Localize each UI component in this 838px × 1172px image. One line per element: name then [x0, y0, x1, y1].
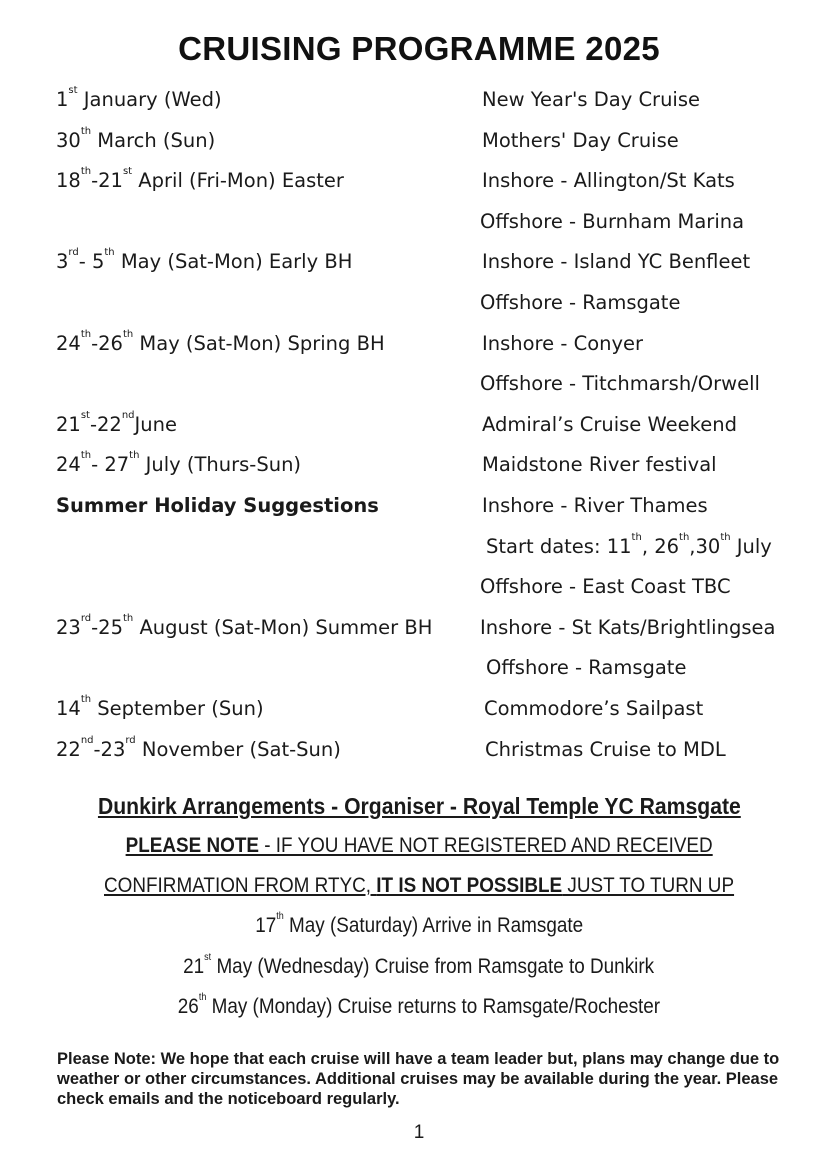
cruise-schedule — [56, 80, 826, 770]
event-name: Offshore - Ramsgate — [486, 656, 687, 680]
dunkirk-item: 17th May (Saturday) Arrive in Ramsgate — [255, 911, 583, 937]
schedule-row — [56, 527, 826, 568]
event-date: 18th-21st April (Fri-Mon) Easter — [56, 166, 344, 193]
event-name: Offshore - Burnham Marina — [480, 209, 745, 233]
event-date: 23rd-25th August (Sat-Mon) Summer BH — [56, 612, 433, 639]
page-number: 1 — [413, 1122, 425, 1143]
schedule-row — [56, 648, 826, 689]
schedule-row — [56, 405, 826, 446]
event-date: 21st-22ndJune — [56, 409, 177, 436]
event-name: Maidstone River festival — [482, 453, 717, 477]
event-name: Offshore - East Coast TBC — [480, 575, 731, 599]
registration-notice: PLEASE NOTE - IF YOU HAVE NOT REGISTERED AND RECEIVED — [125, 834, 713, 857]
dunkirk-item: 26th May (Monday) Cruise returns to Ramsgate/Rochester — [177, 992, 661, 1018]
event-name: Inshore - River Thames — [482, 493, 708, 517]
event-start-dates: Start dates: 11th, 26th,30th July — [486, 531, 772, 558]
schedule-row — [56, 364, 826, 405]
event-name: Inshore - Island YC Benfleet — [482, 250, 751, 274]
schedule-row — [56, 161, 826, 202]
event-name: New Year's Day Cruise — [482, 88, 701, 111]
schedule-row — [56, 202, 826, 243]
event-name: Christmas Cruise to MDL — [485, 737, 726, 761]
event-date: 24th- 27th July (Thurs-Sun) — [56, 450, 302, 477]
event-date: 3rd- 5th May (Sat-Mon) Early BH — [56, 247, 353, 274]
schedule-row — [56, 608, 826, 649]
event-name: Mothers' Day Cruise — [482, 128, 679, 152]
event-date: 30th March (Sun) — [56, 125, 216, 152]
event-name: Inshore - St Kats/Brightlingsea — [480, 615, 776, 639]
schedule-row — [56, 689, 826, 730]
page-title: CRUISING PROGRAMME 2025 — [178, 30, 660, 67]
footer-note: Please Note: We hope that each cruise will have a team leader but, plans may change due to weather or other circumstances. Additional cruises may be available during the year. Please check emails and the noticeboard regularly. — [57, 1050, 780, 1108]
registration-notice-cont: CONFIRMATION FROM RTYC, IT IS NOT POSSIBLE JUST TO TURN UP — [103, 874, 735, 897]
schedule-row — [56, 80, 826, 121]
schedule-row — [56, 567, 826, 608]
dunkirk-heading: Dunkirk Arrangements - Organiser - Royal Temple YC Ramsgate — [97, 793, 741, 819]
event-name: Offshore - Ramsgate — [480, 290, 681, 314]
event-date: 24th-26th May (Sat-Mon) Spring BH — [56, 328, 385, 355]
event-date: 1st January (Wed) — [56, 85, 222, 111]
event-date: 14th September (Sun) — [56, 693, 264, 720]
schedule-row — [56, 445, 826, 486]
dunkirk-item: 21st May (Wednesday) Cruise from Ramsgate to Dunkirk — [183, 951, 655, 978]
schedule-row — [56, 730, 826, 771]
event-date: 22nd-23rd November (Sat-Sun) — [56, 734, 341, 761]
schedule-row — [56, 121, 826, 162]
dunkirk-section — [0, 786, 838, 1028]
event-name: Commodore’s Sailpast — [484, 696, 704, 720]
section-heading: Summer Holiday Suggestions — [56, 493, 379, 517]
schedule-row — [56, 324, 826, 365]
schedule-row — [56, 283, 826, 324]
event-name: Admiral’s Cruise Weekend — [482, 412, 737, 436]
event-name: Offshore - Titchmarsh/Orwell — [480, 372, 760, 396]
schedule-row — [56, 486, 826, 527]
event-name: Inshore - Conyer — [482, 331, 644, 355]
schedule-row — [56, 242, 826, 283]
event-name: Inshore - Allington/St Kats — [482, 169, 735, 193]
